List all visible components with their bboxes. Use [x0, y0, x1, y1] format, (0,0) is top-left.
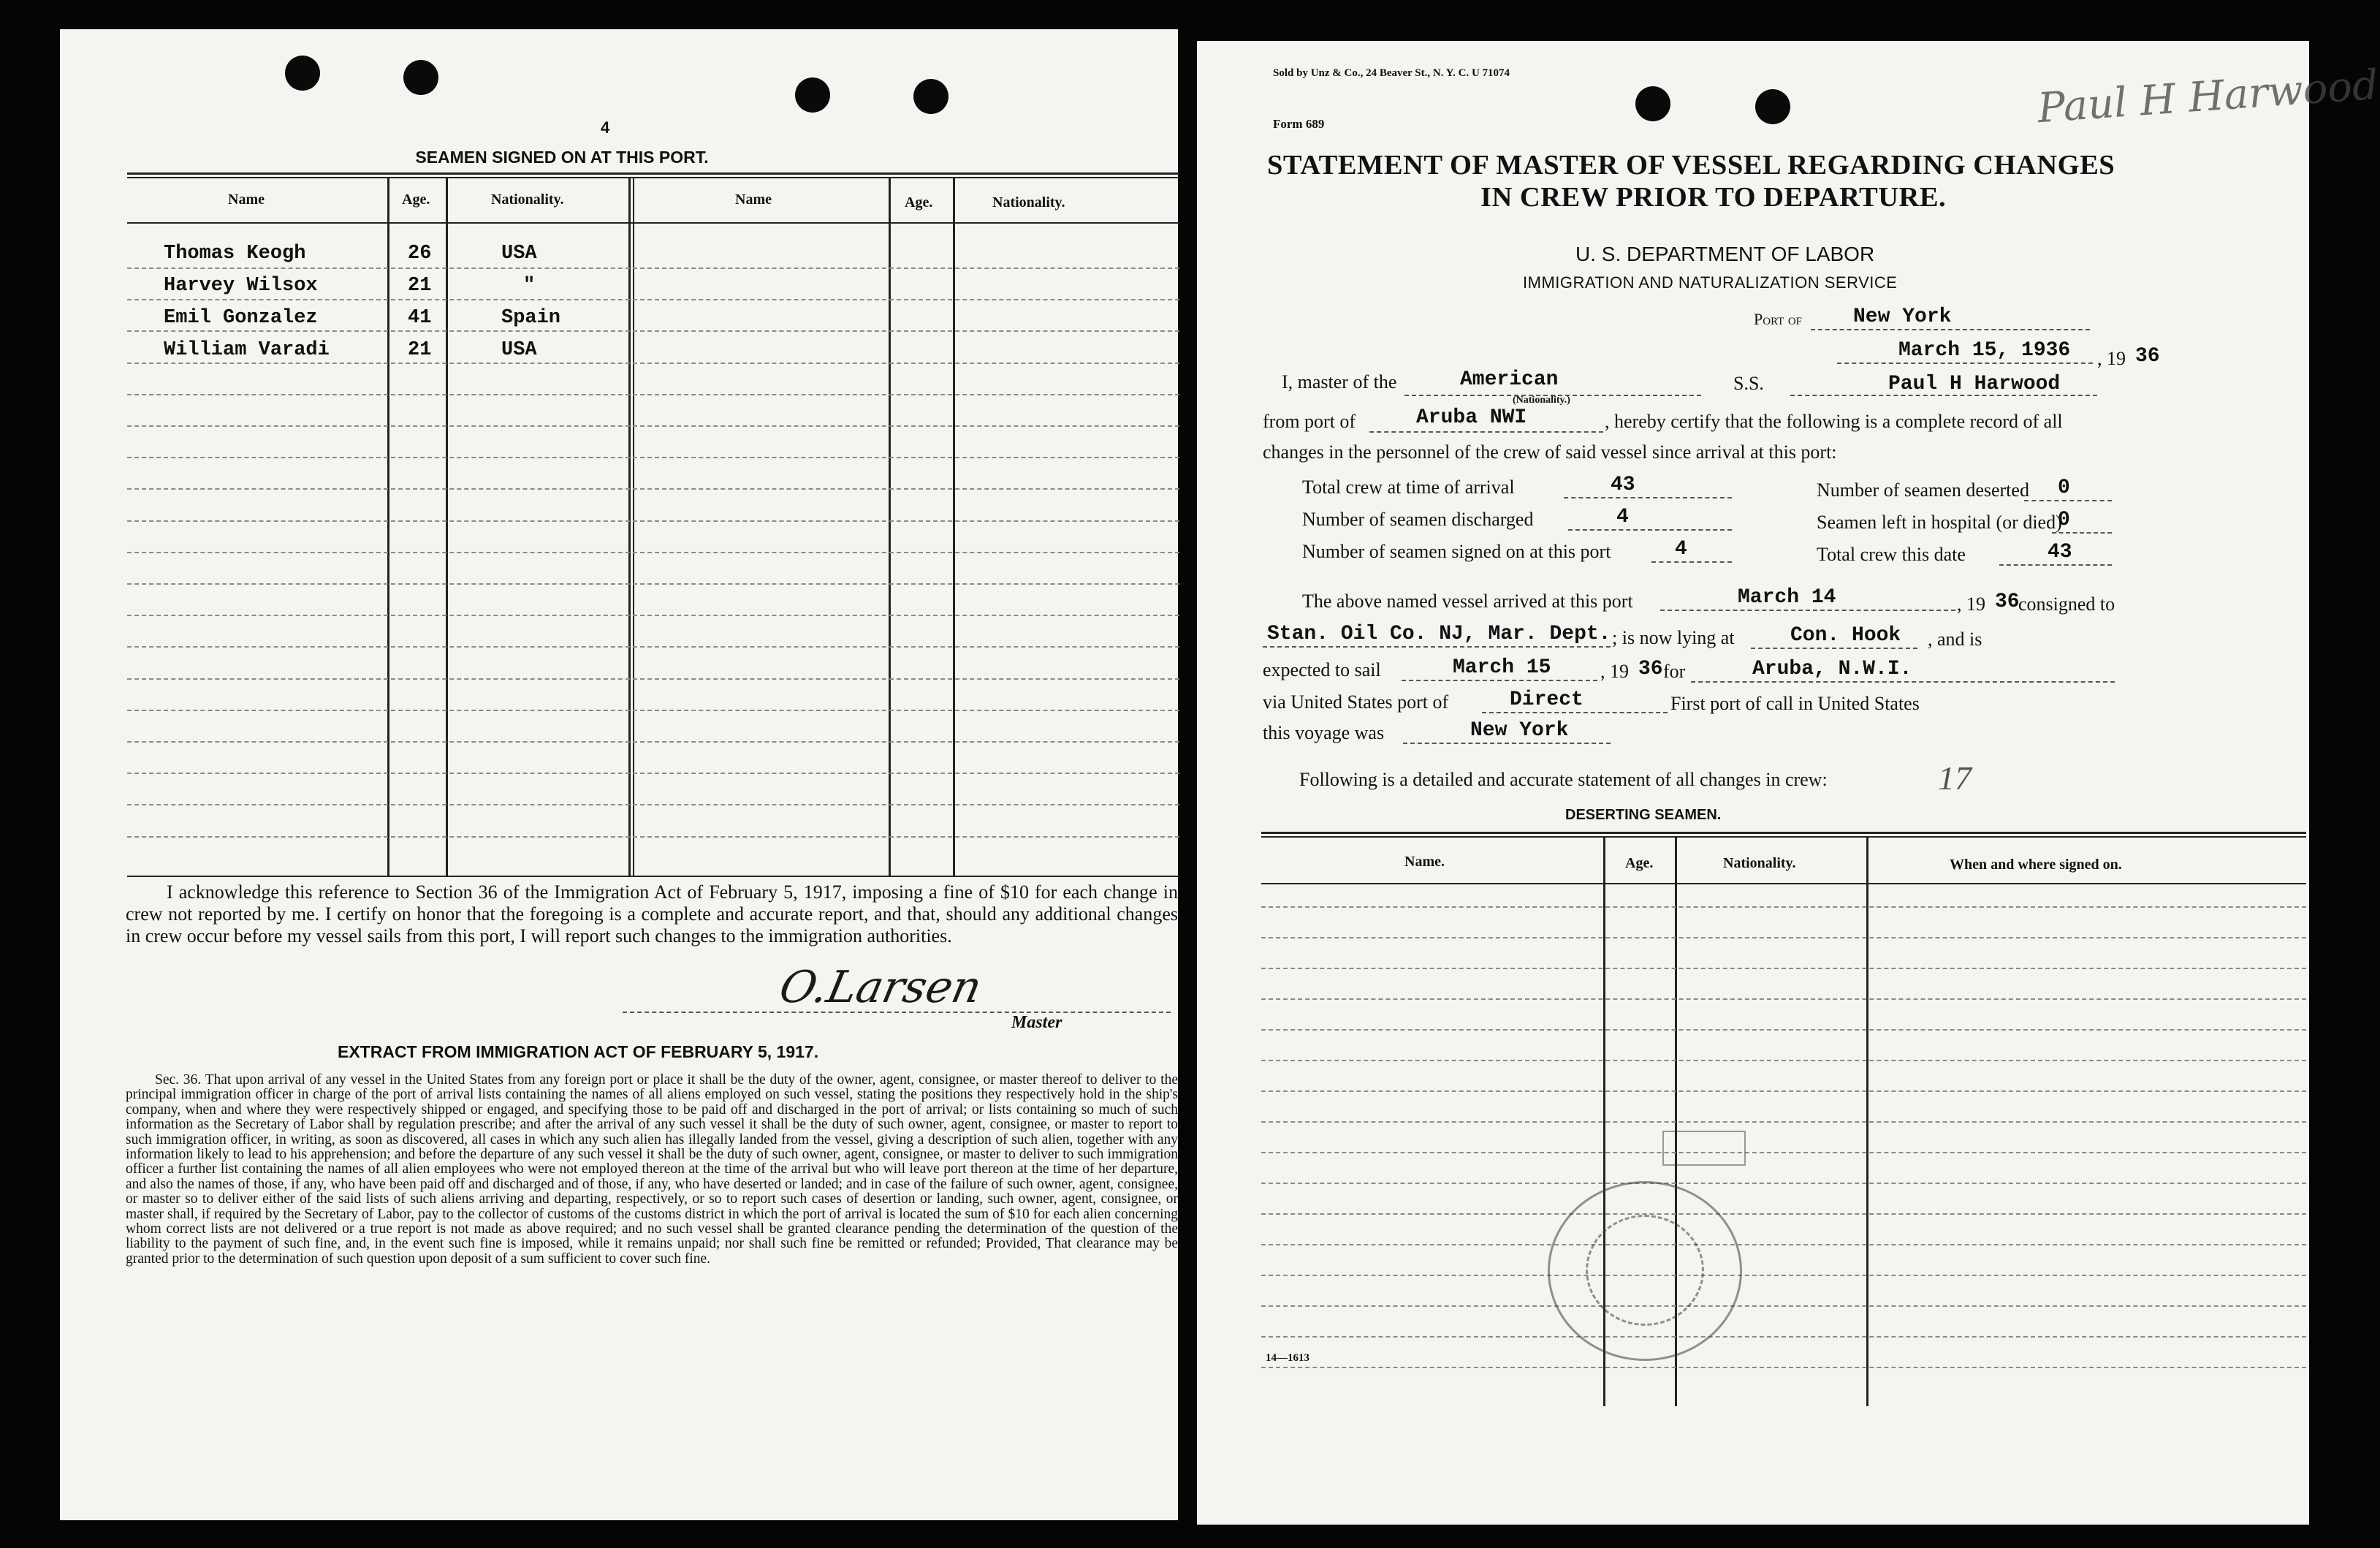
ruled-row-line: [127, 299, 1179, 300]
deserting-col-when-where: When and where signed on.: [1950, 857, 2122, 873]
via-label: via United States port of: [1263, 691, 1449, 713]
footer-code: 14—1613: [1266, 1352, 1309, 1364]
printer-line: Sold by Unz & Co., 24 Beaver St., N. Y. C. U 71074: [1273, 67, 1510, 79]
date-value: March 15, 1936: [1898, 339, 2071, 362]
from-port-line: [1369, 431, 1603, 433]
ruled-row-line: [127, 394, 1179, 395]
date-stamp: [1662, 1131, 1746, 1166]
ruled-row-line: [1261, 1121, 2306, 1123]
ruled-row-line: [1261, 998, 2306, 1000]
table-top-rule: [127, 177, 1179, 178]
column-divider: [628, 177, 631, 876]
seaman-name: Harvey Wilsox: [164, 275, 318, 297]
ruled-row-line: [127, 552, 1179, 553]
signed-on-label: Number of seamen signed on at this port: [1302, 541, 1611, 562]
hospital-label: Seamen left in hospital (or died): [1817, 512, 2062, 533]
punch-hole: [285, 56, 320, 91]
punch-hole: [913, 79, 948, 114]
signed-on-value: 4: [1675, 538, 1687, 561]
expected-year: 36: [1638, 658, 1663, 680]
ruled-row-line: [127, 425, 1179, 427]
ruled-row-line: [1261, 1090, 2306, 1092]
deserted-line: [2024, 500, 2112, 501]
signed-on-line: [1651, 561, 1732, 563]
ruled-row-line: [1261, 1213, 2306, 1215]
ruled-row-line: [1261, 1244, 2306, 1245]
expected-label: expected to sail: [1263, 659, 1381, 680]
deserting-col-nationality: Nationality.: [1723, 855, 1796, 871]
ruled-row-line: [1261, 1275, 2306, 1276]
form-title-line1: STATEMENT OF MASTER OF VESSEL REGARDING CHANGES: [1267, 150, 2115, 181]
expected-line: [1402, 680, 1597, 681]
deserting-col-age: Age.: [1625, 855, 1654, 871]
arrived-label: The above named vessel arrived at this port: [1302, 591, 1633, 612]
page-number: 4: [601, 118, 610, 137]
table-header-rule: [127, 222, 1179, 224]
column-divider: [387, 177, 389, 876]
extract-title: EXTRACT FROM IMMIGRATION ACT OF FEBRUARY 5, 1917.: [338, 1042, 819, 1061]
handwritten-vessel-name: Paul H Harwood: [2036, 61, 2380, 133]
for-value: Aruba, N.W.I.: [1752, 658, 1912, 680]
ruled-row-line: [127, 741, 1179, 743]
consigned-label: consigned to: [2018, 593, 2115, 615]
ruled-row-line: [127, 678, 1179, 680]
official-stamp-inner: [1586, 1215, 1704, 1326]
ruled-row-line: [1261, 1183, 2306, 1184]
seaman-nationality: USA: [501, 243, 537, 265]
form-number: Form 689: [1273, 117, 1325, 131]
discharged-line: [1568, 529, 1732, 531]
ruled-row-line: [127, 520, 1179, 522]
ruled-row-line: [1261, 1152, 2306, 1153]
nationality-caption: (Nationality.): [1513, 395, 1570, 406]
form-title-line2: IN CREW PRIOR TO DEPARTURE.: [1480, 182, 1947, 213]
arrived-value: March 14: [1738, 586, 1836, 609]
col-header-nationality: Nationality.: [992, 194, 1065, 210]
column-divider: [953, 177, 955, 876]
seaman-age: 41: [408, 307, 432, 329]
changes-text: changes in the personnel of the crew of said vessel since arrival at this port:: [1263, 441, 1837, 463]
total-date-line: [1999, 564, 2112, 566]
year-prefix: , 19: [2097, 348, 2126, 369]
ruled-row-line: [127, 363, 1179, 364]
total-date-value: 43: [2048, 541, 2072, 564]
ruled-row-line: [127, 457, 1179, 458]
ruled-row-line: [1261, 1060, 2306, 1061]
left-page: [60, 29, 1178, 1520]
total-arrival-value: 43: [1611, 474, 1635, 496]
total-arrival-line: [1564, 497, 1732, 498]
col-header-age: Age.: [402, 191, 430, 208]
consignee-line: [1263, 646, 1611, 648]
seaman-nationality: ": [523, 275, 536, 297]
ruled-row-line: [1261, 937, 2306, 938]
ruled-row-line: [127, 488, 1179, 490]
discharged-value: 4: [1616, 506, 1629, 528]
seaman-nationality: USA: [501, 339, 537, 361]
arrived-year: 36: [1995, 591, 2020, 613]
ruled-row-line: [1261, 906, 2306, 908]
expected-year-prefix: , 19: [1600, 661, 1629, 682]
ruled-row-line: [1261, 1336, 2306, 1338]
seaman-age: 21: [408, 339, 432, 361]
master-signature: O.Larsen: [775, 962, 986, 1013]
changes-number: 17: [1938, 759, 1972, 797]
col-header-age: Age.: [905, 194, 933, 210]
deserting-top-rule: [1261, 832, 2306, 834]
ruled-row-line: [1261, 1029, 2306, 1031]
column-divider: [889, 177, 891, 876]
via-value: Direct: [1510, 688, 1584, 711]
ruled-row-line: [127, 710, 1179, 711]
lying-label: ; is now lying at: [1612, 627, 1735, 648]
for-line: [1691, 681, 2115, 683]
column-divider: [633, 177, 634, 876]
col-header-name: Name: [228, 191, 265, 208]
port-value: New York: [1853, 306, 1952, 328]
deserted-value: 0: [2058, 477, 2070, 499]
year-suffix: 36: [2135, 345, 2160, 368]
certify-text: , hereby certify that the following is a complete record of all: [1605, 411, 2063, 432]
ruled-row-line: [127, 330, 1179, 332]
and-is-label: , and is: [1928, 629, 1982, 650]
ruled-row-line: [127, 773, 1179, 774]
department: U. S. DEPARTMENT OF LABOR: [1575, 243, 1875, 265]
for-label: for: [1663, 661, 1686, 682]
date-line: [1837, 363, 2093, 364]
deserting-header-rule: [1261, 883, 2306, 884]
total-arrival-label: Total crew at time of arrival: [1302, 477, 1515, 498]
hospital-value: 0: [2058, 509, 2070, 531]
ruled-row-line: [1261, 968, 2306, 969]
deserting-top-rule: [1261, 836, 2306, 838]
service: IMMIGRATION AND NATURALIZATION SERVICE: [1523, 273, 1898, 292]
ruled-row-line: [127, 268, 1179, 269]
seaman-nationality: Spain: [501, 307, 561, 329]
nationality-value: American: [1460, 368, 1559, 391]
deserted-label: Number of seamen deserted: [1817, 479, 2029, 501]
ruled-row-line: [127, 646, 1179, 648]
seaman-age: 21: [408, 275, 432, 297]
seaman-name: William Varadi: [164, 339, 330, 361]
seaman-name: Thomas Keogh: [164, 243, 306, 265]
col-header-nationality: Nationality.: [491, 191, 564, 208]
voyage-line: [1403, 743, 1611, 744]
punch-hole: [1635, 86, 1670, 121]
left-heading: SEAMEN SIGNED ON AT THIS PORT.: [415, 148, 709, 167]
hospital-line: [2052, 532, 2112, 534]
arrived-line: [1660, 610, 1955, 611]
consignee-value: Stan. Oil Co. NJ, Mar. Dept.: [1267, 623, 1611, 645]
via-line: [1482, 712, 1668, 713]
from-port-label: from port of: [1263, 411, 1356, 432]
punch-hole: [403, 60, 438, 95]
col-header-name: Name: [735, 191, 772, 208]
lying-value: Con. Hook: [1790, 624, 1901, 647]
port-line: [1811, 329, 2090, 330]
port-label: Port of: [1754, 310, 1803, 328]
seaman-name: Emil Gonzalez: [164, 307, 318, 329]
right-page: [1197, 41, 2380, 1525]
deserting-col-name: Name.: [1404, 854, 1445, 870]
first-port-label: First port of call in United States: [1670, 693, 1920, 714]
ruled-row-line: [1261, 1367, 2306, 1368]
from-port-value: Aruba NWI: [1416, 406, 1527, 429]
ruled-row-line: [127, 804, 1179, 805]
table-top-rule: [127, 172, 1179, 175]
voyage-value: New York: [1470, 719, 1569, 742]
master-of-the-label: I, master of the: [1282, 371, 1397, 392]
total-date-label: Total crew this date: [1817, 544, 1966, 565]
vessel-value: Paul H Harwood: [1888, 373, 2061, 395]
ruled-row-line: [1261, 1305, 2306, 1307]
arrived-year-prefix: , 19: [1957, 593, 1985, 615]
seaman-age: 26: [408, 243, 432, 265]
extract-text: Sec. 36. That upon arrival of any vessel in the United States from any foreign port or place it shall be the duty of the owner, agent, consignee, or master thereof to deliver to the principal immigration officer in charge of the port of arrival lists containing the names of all aliens employed on such vessel, stating the positions they respectively hold in the ship's company, when and where they were respectively shipped or engaged, and specifying those to be paid off and discharged in the port of arrival; or lists containing so much of such information as the Secretary of Labor shall by regulation prescribe; and after the arrival of any such vessel it shall be the duty of such owner, agent, consignee, or master to report to such immigration officer, in writing, as soon as discovered, all cases in which any such alien has illegally landed from the vessel, giving a description of such alien, together with any information likely to lead to his apprehension; and before the departure of any such vessel it shall be the duty of such owner, agent, consignee, or master to deliver to such immigration officer a further list containing the names of all alien employees who were not employed thereon at the time of the arrival but who will leave port thereon at the time of her departure, and also the names of those, if any, who have been paid off and discharged and of those, if any, who have deserted or landed; and in case of the failure of such owner, agent, consignee, or master so to deliver either of the said lists of such aliens arriving and departing, respectively, or so to report such cases of desertion or landing, such owner, agent, consignee, or master shall, if required by the Secretary of Labor, pay to the collector of customs of the customs district in which the port of arrival is located the sum of $10 for each alien concerning whom correct lists are not delivered or a true report is not made as above required; and no such vessel shall be granted clearance pending the determination of the question of the liability to the payment of such fine, and, in the event such fine is imposed, while it remains unpaid; nor shall such fine be remitted or refunded; Provided, That clearance may be granted prior to the determination of such question upon deposit of a sum sufficient to cover such fine.: [126, 1072, 1178, 1267]
voyage-label: this voyage was: [1263, 722, 1385, 743]
ruled-row-line: [127, 836, 1179, 838]
acknowledgement-text: I acknowledge this reference to Section 36 of the Immigration Act of February 5, 1917, imposing a fine of $10 for each change in crew not reported by me. I certify on honor that the foregoing is a complete and accurate report, and that, should any additional changes in crew occur before my vessel sails from this port, I will report such changes to the immigration authorities.: [126, 881, 1178, 946]
table-bottom-rule: [127, 876, 1179, 877]
punch-hole: [1755, 89, 1790, 124]
following-text: Following is a detailed and accurate statement of all changes in crew:: [1299, 769, 1828, 790]
lying-line: [1751, 648, 1917, 649]
ss-label: S.S.: [1733, 373, 1764, 394]
column-divider: [446, 177, 448, 876]
deserting-heading: DESERTING SEAMEN.: [1565, 807, 1722, 823]
ruled-row-line: [127, 583, 1179, 585]
expected-value: March 15: [1453, 656, 1551, 679]
discharged-label: Number of seamen discharged: [1302, 509, 1534, 530]
punch-hole: [795, 77, 830, 113]
master-label: Master: [1011, 1013, 1062, 1032]
ruled-row-line: [127, 615, 1179, 616]
